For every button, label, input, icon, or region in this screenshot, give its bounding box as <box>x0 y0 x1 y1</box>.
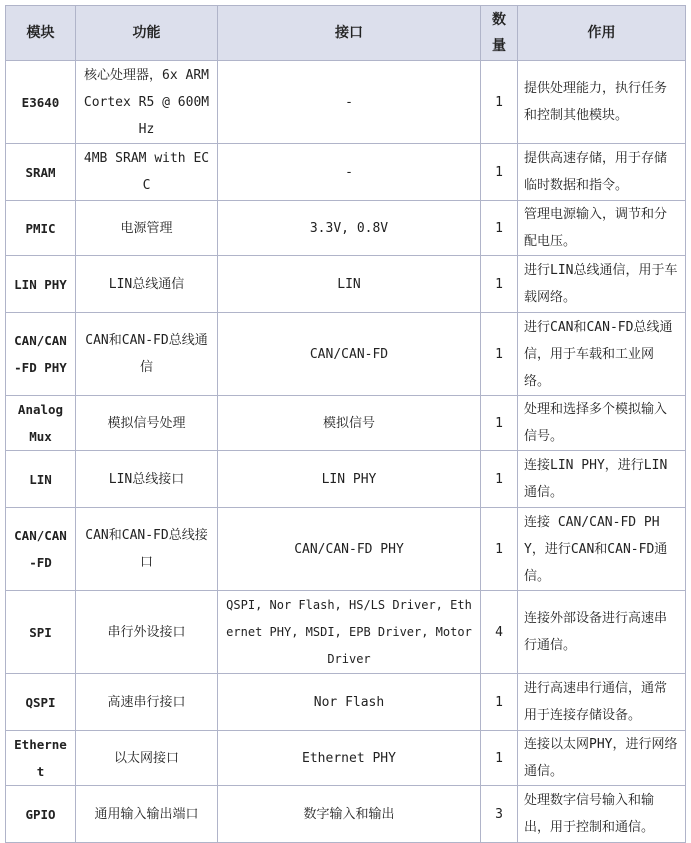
cell-quantity: 1 <box>481 313 518 396</box>
cell-module: CAN/CAN-FD PHY <box>6 313 76 396</box>
cell-module: Analog Mux <box>6 396 76 451</box>
cell-quantity: 1 <box>481 674 518 731</box>
cell-interface: - <box>218 61 481 144</box>
header-function: 功能 <box>76 6 218 61</box>
header-interface: 接口 <box>218 6 481 61</box>
cell-purpose: 连接 CAN/CAN-FD PHY，进行CAN和CAN-FD通信。 <box>518 508 686 591</box>
cell-purpose: 管理电源输入，调节和分配电压。 <box>518 201 686 256</box>
cell-interface: LIN PHY <box>218 451 481 508</box>
cell-quantity: 1 <box>481 508 518 591</box>
cell-interface: 数字输入和输出 <box>218 786 481 843</box>
cell-function: 以太网接口 <box>76 731 218 786</box>
table-row <box>6 674 686 731</box>
cell-function: 模拟信号处理 <box>76 396 218 451</box>
cell-quantity: 3 <box>481 786 518 843</box>
cell-module: SPI <box>6 591 76 674</box>
cell-module: QSPI <box>6 674 76 731</box>
cell-quantity: 1 <box>481 396 518 451</box>
cell-module: E3640 <box>6 61 76 144</box>
cell-module: CAN/CAN-FD <box>6 508 76 591</box>
cell-purpose: 提供高速存储，用于存储临时数据和指令。 <box>518 144 686 201</box>
table-row <box>6 591 686 674</box>
cell-function: 核心处理器，6x ARM Cortex R5 @ 600MHz <box>76 61 218 144</box>
cell-interface: - <box>218 144 481 201</box>
cell-module: GPIO <box>6 786 76 843</box>
header-quantity: 数量 <box>481 6 518 61</box>
table-row <box>6 731 686 786</box>
table-row <box>6 451 686 508</box>
cell-interface: 3.3V, 0.8V <box>218 201 481 256</box>
cell-quantity: 1 <box>481 731 518 786</box>
cell-quantity: 1 <box>481 144 518 201</box>
cell-interface: QSPI, Nor Flash, HS/LS Driver, Ethernet PHY, MSDI, EPB Driver, Motor Driver <box>218 591 481 674</box>
cell-purpose: 提供处理能力，执行任务和控制其他模块。 <box>518 61 686 144</box>
cell-module: PMIC <box>6 201 76 256</box>
table-row <box>6 256 686 313</box>
cell-function: CAN和CAN-FD总线接口 <box>76 508 218 591</box>
table-row <box>6 144 686 201</box>
cell-quantity: 1 <box>481 201 518 256</box>
table-row <box>6 201 686 256</box>
cell-quantity: 1 <box>481 451 518 508</box>
cell-purpose: 处理数字信号输入和输出，用于控制和通信。 <box>518 786 686 843</box>
header-module: 模块 <box>6 6 76 61</box>
table-row <box>6 786 686 843</box>
cell-quantity: 1 <box>481 256 518 313</box>
cell-function: 高速串行接口 <box>76 674 218 731</box>
cell-function: LIN总线通信 <box>76 256 218 313</box>
cell-interface: Ethernet PHY <box>218 731 481 786</box>
cell-function: 电源管理 <box>76 201 218 256</box>
cell-purpose: 连接外部设备进行高速串行通信。 <box>518 591 686 674</box>
cell-interface: LIN <box>218 256 481 313</box>
cell-interface: Nor Flash <box>218 674 481 731</box>
cell-purpose: 连接LIN PHY，进行LIN通信。 <box>518 451 686 508</box>
cell-function: 通用输入输出端口 <box>76 786 218 843</box>
cell-interface: CAN/CAN-FD <box>218 313 481 396</box>
module-spec-table <box>5 5 686 843</box>
table-row <box>6 313 686 396</box>
cell-purpose: 连接以太网PHY，进行网络通信。 <box>518 731 686 786</box>
cell-module: SRAM <box>6 144 76 201</box>
cell-function: 4MB SRAM with ECC <box>76 144 218 201</box>
cell-quantity: 4 <box>481 591 518 674</box>
cell-purpose: 进行高速串行通信，通常用于连接存储设备。 <box>518 674 686 731</box>
header-purpose: 作用 <box>518 6 686 61</box>
cell-function: CAN和CAN-FD总线通信 <box>76 313 218 396</box>
cell-function: LIN总线接口 <box>76 451 218 508</box>
table-row <box>6 61 686 144</box>
cell-purpose: 进行CAN和CAN-FD总线通信，用于车载和工业网络。 <box>518 313 686 396</box>
cell-purpose: 处理和选择多个模拟输入信号。 <box>518 396 686 451</box>
cell-module: Ethernet <box>6 731 76 786</box>
cell-function: 串行外设接口 <box>76 591 218 674</box>
cell-purpose: 进行LIN总线通信，用于车载网络。 <box>518 256 686 313</box>
cell-interface: 模拟信号 <box>218 396 481 451</box>
cell-quantity: 1 <box>481 61 518 144</box>
cell-interface: CAN/CAN-FD PHY <box>218 508 481 591</box>
table-row <box>6 396 686 451</box>
cell-module: LIN <box>6 451 76 508</box>
table-header-row <box>6 6 686 61</box>
table-row <box>6 508 686 591</box>
cell-module: LIN PHY <box>6 256 76 313</box>
